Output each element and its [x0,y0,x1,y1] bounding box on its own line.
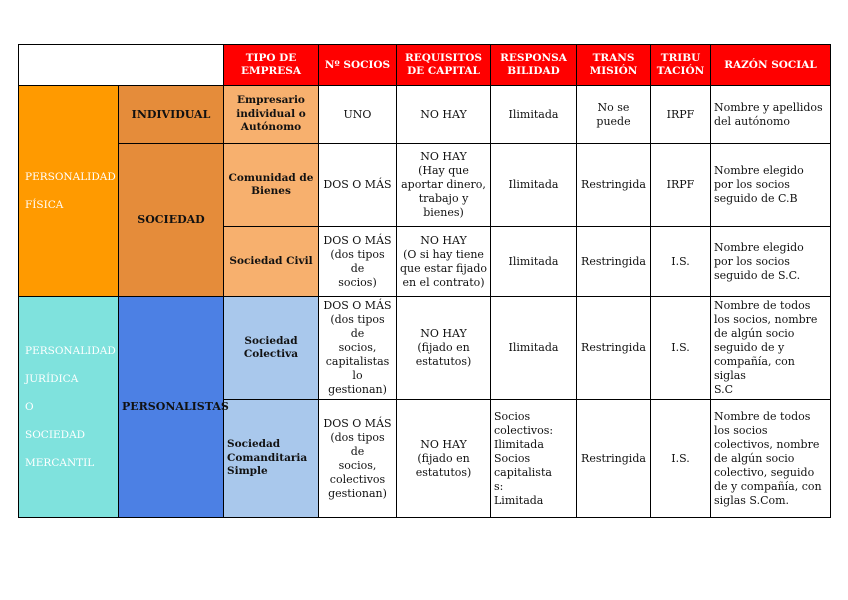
cell-responsabilidad: Ilimitada [491,144,577,227]
blank-header-cell [19,45,224,86]
category-personalistas: PERSONALISTAS [119,297,224,518]
cell-tributacion: I.S. [651,400,711,518]
cell-tributacion: IRPF [651,86,711,144]
table-row [19,144,831,227]
header-razon: RAZÓN SOCIAL [711,45,831,86]
cell-transmision: Restringida [577,400,651,518]
header-capital: REQUISITOS DE CAPITAL [397,45,491,86]
cell-socios: DOS O MÁS (dos tipos de socios) [319,227,397,297]
cell-responsabilidad: Ilimitada [491,86,577,144]
cell-tributacion: I.S. [651,297,711,400]
cell-razon: Nombre y apellidos del autónomo [711,86,831,144]
cell-capital: NO HAY (fijado en estatutos) [397,400,491,518]
header-socios: Nº SOCIOS [319,45,397,86]
cell-socios: DOS O MÁS (dos tipos de socios, colectivos gestionan) [319,400,397,518]
cell-responsabilidad: Socios colectivos: Ilimitada Socios capitalista s: Limitada [491,400,577,518]
cell-responsabilidad: Ilimitada [491,227,577,297]
cell-razon: Nombre elegido por los socios seguido de C.B [711,144,831,227]
header-row [19,45,831,86]
cell-transmision: Restringida [577,144,651,227]
group-personalidad-juridica: PERSONALIDAD JURÍDICA O SOCIEDAD MERCANTIL [19,297,119,518]
group-personalidad-fisica: PERSONALIDAD FÍSICA [19,86,119,297]
cell-transmision: Restringida [577,227,651,297]
cell-socios: DOS O MÁS [319,144,397,227]
cell-transmision: No se puede [577,86,651,144]
header-tipo: TIPO DE EMPRESA [224,45,319,86]
cell-razon: Nombre elegido por los socios seguido de S.C. [711,227,831,297]
header-responsabilidad: RESPONSA BILIDAD [491,45,577,86]
cell-socios: UNO [319,86,397,144]
cell-tipo: Sociedad Comanditaria Simple [224,400,319,518]
company-types-table [18,44,831,518]
cell-capital: NO HAY (fijado en estatutos) [397,297,491,400]
table-row [19,86,831,144]
cell-razon: Nombre de todos los socios colectivos, nombre de algún socio colectivo, seguido de y compañía, con siglas S.Com. [711,400,831,518]
category-sociedad: SOCIEDAD [119,144,224,297]
header-transmision: TRANS MISIÓN [577,45,651,86]
cell-tipo: Empresario individual o Autónomo [224,86,319,144]
cell-responsabilidad: Ilimitada [491,297,577,400]
cell-tributacion: IRPF [651,144,711,227]
cell-tipo: Sociedad Colectiva [224,297,319,400]
cell-tributacion: I.S. [651,227,711,297]
cell-tipo: Sociedad Civil [224,227,319,297]
cell-tipo: Comunidad de Bienes [224,144,319,227]
header-tributacion: TRIBU TACIÓN [651,45,711,86]
category-individual: INDIVIDUAL [119,86,224,144]
cell-capital: NO HAY [397,86,491,144]
cell-capital: NO HAY (O si hay tiene que estar fijado en el contrato) [397,227,491,297]
cell-socios: DOS O MÁS (dos tipos de socios, capitalistas lo gestionan) [319,297,397,400]
cell-transmision: Restringida [577,297,651,400]
cell-capital: NO HAY (Hay que aportar dinero, trabajo y bienes) [397,144,491,227]
table-row [19,297,831,400]
cell-razon: Nombre de todos los socios, nombre de algún socio seguido de y compañía, con siglas S.C [711,297,831,400]
